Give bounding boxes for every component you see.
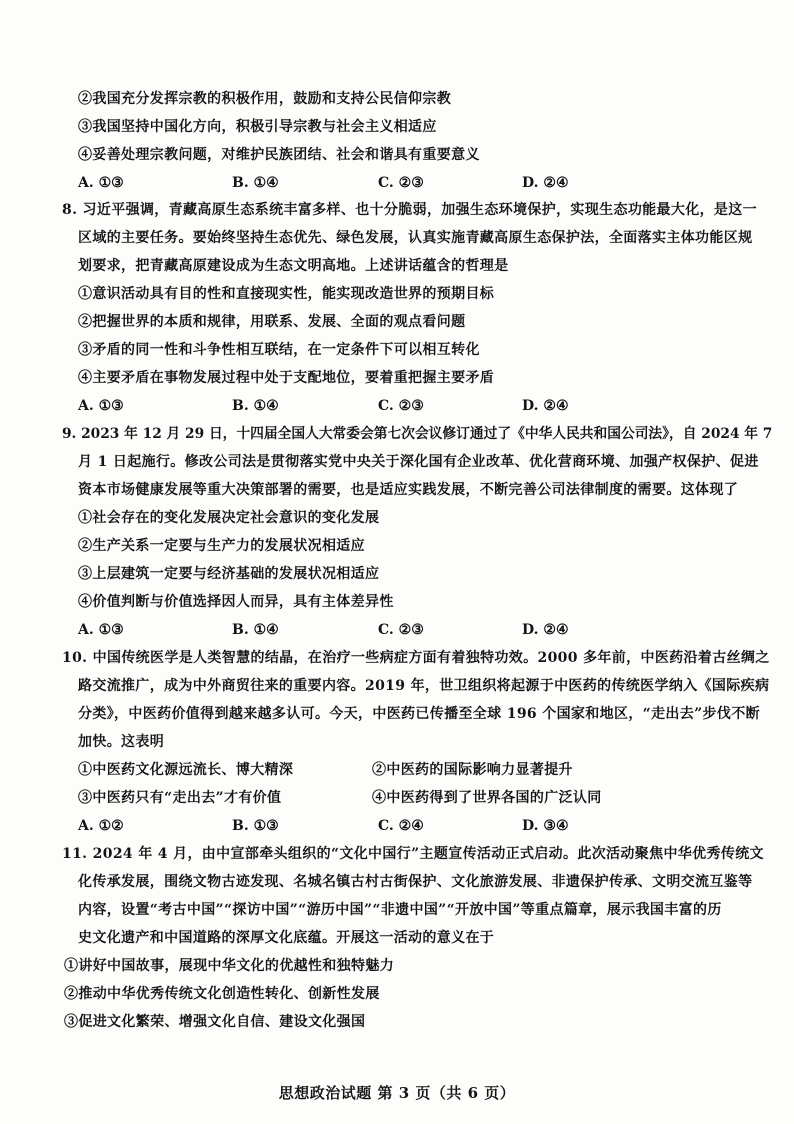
q11-stem-line-3: 内容，设置“考古中国”“探访中国”“游历中国”“非遗中国”“开放中国”等重点篇章，展示我国丰富的历	[78, 902, 722, 918]
q8-option-d: D. ②④	[522, 398, 569, 414]
q10-statement-4: ④中医药得到了世界各国的广泛认同	[372, 790, 602, 806]
q7-option-d: D. ②④	[522, 175, 569, 191]
q8-option-c: C. ②③	[378, 398, 424, 414]
q7-statement-4: ④妥善处理宗教问题，对维护民族团结、社会和谐具有重要意义	[78, 147, 480, 163]
q8-stem-line-3: 划要求，把青藏高原建设成为生态文明高地。上述讲话蕴含的哲理是	[78, 258, 509, 274]
q9-option-c: C. ②③	[378, 622, 424, 638]
q7-option-c: C. ②③	[378, 175, 424, 191]
q8-statement-2: ②把握世界的本质和规律，用联系、发展、全面的观点看问题	[78, 314, 466, 330]
q10-stem-line-3: 分类》，中医药价值得到越来越多认可。今天，中医药已传播至全球 196 个国家和地区，“走出去”步伐不断	[78, 706, 760, 722]
q7-statement-3: ③我国坚持中国化方向，积极引导宗教与社会主义相适应	[78, 119, 437, 135]
q8-statement-4: ④主要矛盾在事物发展过程中处于支配地位，要着重把握主要矛盾	[78, 370, 495, 386]
q11-stem-line-4: 史文化遗产和中国道路的深厚文化底蕴。开展这一活动的意义在于	[78, 930, 495, 946]
q10-option-a: A. ①②	[78, 818, 124, 834]
q9-statement-3: ③上层建筑一定要与经济基础的发展状况相适应	[78, 566, 380, 582]
q11-stem-line-1: 11. 2024 年 4 月，由中宣部牵头组织的“文化中国行”主题宣传活动正式启动。此次活动聚焦中华优秀传统文	[62, 846, 764, 862]
q11-statement-2: ②推动中华优秀传统文化创造性转化、创新性发展	[64, 986, 380, 1002]
q10-stem-line-2: 路交流推广，成为中外商贸往来的重要内容。2019 年，世卫组织将起源于中医药的传统医学纳入《国际疾病	[78, 678, 770, 694]
q11-stem-line-2: 化传承发展，围绕文物古迹发现、名城名镇古村古街保护、文化旅游发展、非遗保护传承、文明交流互鉴等	[78, 874, 753, 890]
q8-option-b: B. ①④	[232, 398, 279, 414]
q10-statement-2: ②中医药的国际影响力显著提升	[372, 762, 573, 778]
q9-stem-line-2: 月 1 日起施行。修改公司法是贯彻落实党中央关于深化国有企业改革、优化营商环境、加强产权保护、促进	[78, 454, 759, 470]
q10-option-d: D. ③④	[522, 818, 569, 834]
q8-stem-line-1: 8. 习近平强调，青藏高原生态系统丰富多样、也十分脆弱，加强生态环境保护，实现生态功能最大化，是这一	[62, 202, 757, 218]
q9-stem-line-3: 资本市场健康发展等重大决策部署的需要，也是适应实践发展，不断完善公司法律制度的需要。这体现了	[78, 482, 739, 498]
q8-statement-1: ①意识活动具有目的性和直接现实性，能实现改造世界的预期目标	[78, 286, 495, 302]
q8-statement-3: ③矛盾的同一性和斗争性相互联结，在一定条件下可以相互转化	[78, 342, 480, 358]
q9-statement-1: ①社会存在的变化发展决定社会意识的变化发展	[78, 510, 380, 526]
q9-option-a: A. ①③	[78, 622, 124, 638]
q9-stem-line-1: 9. 2023 年 12 月 29 日，十四届全国人大常委会第七次会议修订通过了《中华人民共和国公司法》，自 2024 年 7	[62, 426, 773, 442]
q8-option-a: A. ①③	[78, 398, 124, 414]
q10-stem-line-4: 加快。这表明	[78, 734, 165, 750]
q9-statement-4: ④价值判断与价值选择因人而异，具有主体差异性	[78, 594, 394, 610]
q11-statement-3: ③促进文化繁荣、增强文化自信、建设文化强国	[64, 1014, 366, 1030]
q9-option-b: B. ①④	[232, 622, 279, 638]
q8-stem-line-2: 区域的主要任务。要始终坚持生态优先、绿色发展，认真实施青藏高原生态保护法，全面落实主体功能区规	[78, 230, 753, 246]
q9-option-d: D. ②④	[522, 622, 569, 638]
q7-option-b: B. ①④	[232, 175, 279, 191]
q10-stem-line-1: 10. 中国传统医学是人类智慧的结晶，在治疗一些病症方面有着独特功效。2000 多年前，中医药沿着古丝绸之	[62, 650, 770, 666]
q9-statement-2: ②生产关系一定要与生产力的发展状况相适应	[78, 538, 365, 554]
page-footer: 思想政治试题 第 3 页（共 6 页）	[278, 1084, 516, 1102]
q10-option-c: C. ②④	[378, 818, 424, 834]
q10-statement-1: ①中医药文化源远流长、博大精深	[78, 762, 294, 778]
q7-statement-2: ②我国充分发挥宗教的积极作用，鼓励和支持公民信仰宗教	[78, 91, 452, 107]
q10-statement-3: ③中医药只有“走出去”才有价值	[78, 790, 282, 806]
q11-statement-1: ①讲好中国故事，展现中华文化的优越性和独特魅力	[64, 958, 395, 974]
q7-option-a: A. ①③	[78, 175, 124, 191]
q10-option-b: B. ①③	[232, 818, 279, 834]
